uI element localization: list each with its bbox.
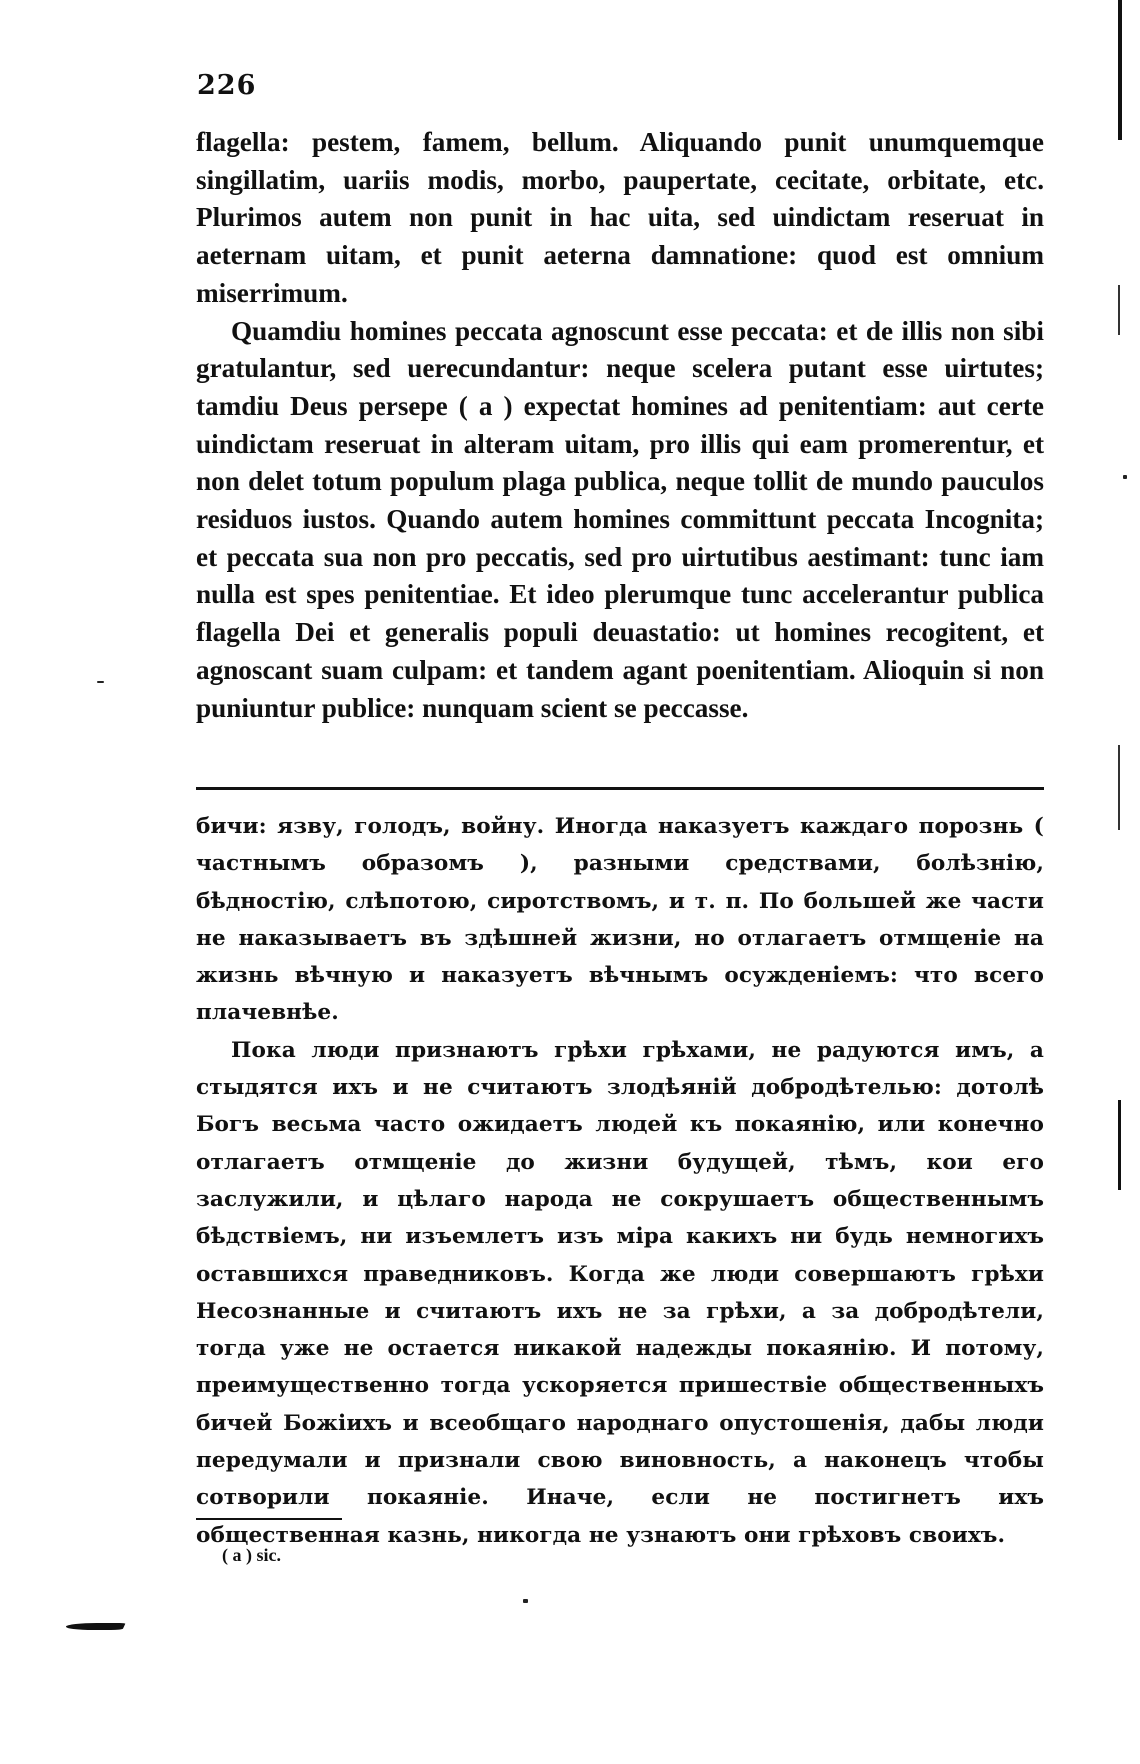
latin-paragraph-1: flagella: pestem, famem, bellum. Aliquando punit unumquemque singillatim, uariis modis, morbo, paupertate, cecitate, orbitate, etc. Plurimos autem non punit in hac uita, sed uindictam reseruat in aeternam uitam, et punit aeterna damnatione: quod est omnium miserrimum.	[196, 127, 1044, 308]
section-divider	[196, 787, 1044, 790]
russian-text-block	[196, 808, 1044, 1554]
ink-speck	[97, 681, 104, 683]
russian-paragraph-1: бичи: язву, голодъ, войну. Иногда наказуетъ каждаго порознь ( частнымъ образомъ ), разными средствами, болѣзнію, бѣдностію, слѣпотою, сиротствомъ, и т. п. По большей же части не наказываетъ въ здѣшней жизни, но отлагаетъ отмщеніе на жизнь вѣчную и наказуетъ вѣчнымъ осужденіемъ: что всего плачевнѣе.	[196, 814, 1044, 1026]
russian-paragraph-2: Пока люди признаютъ грѣхи грѣхами, не радуются имъ, а стыдятся ихъ и не считаютъ злодѣяній добродѣтелью: дотолѣ Богъ весьма часто ожидаетъ людей къ покаянію, или конечно отлагаетъ отмщеніе до жизни будущей, тѣмъ, кои его заслужили, и цѣлаго народа не сокрушаетъ общественнымъ бѣдствіемъ, ни изъемлетъ изъ міра какихъ ни будь немногихъ оставшихся праведниковъ. Когда же люди совершаютъ грѣхи Несознанные и считаютъ ихъ не за грѣхи, а за добродѣтели, тогда уже не остается никакой надежды покаянію. И потому, преимущественно тогда ускоряется пришествіе общественныхъ бичей Божіихъ и всеобщаго народнаго опустошенія, дабы люди передумали и признали свою виновность, а наконецъ чтобы сотворили покаяніе. Иначе, если не постигнетъ ихъ общественная казнь, никогда не узнаютъ они грѣховъ своихъ.	[196, 1037, 1044, 1548]
scan-edge-mark	[1118, 1100, 1121, 1190]
latin-text-block	[196, 124, 1044, 727]
scan-edge-mark	[1118, 0, 1122, 140]
footnote: ( a ) sic.	[222, 1545, 281, 1565]
scan-edge-mark	[1118, 285, 1120, 335]
page-number: 226	[197, 70, 257, 101]
ink-smudge	[64, 1623, 125, 1630]
scan-edge-mark	[1118, 745, 1120, 830]
ink-speck	[1123, 475, 1127, 479]
ink-speck	[523, 1599, 528, 1603]
latin-paragraph-2: Quamdiu homines peccata agnoscunt esse peccata: et de illis non sibi gratulantur, sed uerecundantur: neque scelera putant esse uirtutes; tamdiu Deus persepe ( a ) expectat homines ad penitentiam: aut certe uindictam reseruat in alteram uitam, pro illis qui eam promerentur, et non delet totum populum plaga publica, neque tollit de mundo pauculos residuos iustos. Quando autem homines committunt peccata Incognita; et peccata sua non pro peccatis, sed pro uirtutibus aestimant: tunc iam nulla est spes penitentiae. Et ideo plerumque tunc accelerantur publica flagella Dei et generalis populi deuastatio: ut homines recogitent, et agnoscant suam culpam: et tandem agant poenitentiam. Alioquin si non puniuntur publice: nunquam scient se peccasse.	[196, 315, 1044, 723]
footnote-divider	[196, 1518, 342, 1520]
